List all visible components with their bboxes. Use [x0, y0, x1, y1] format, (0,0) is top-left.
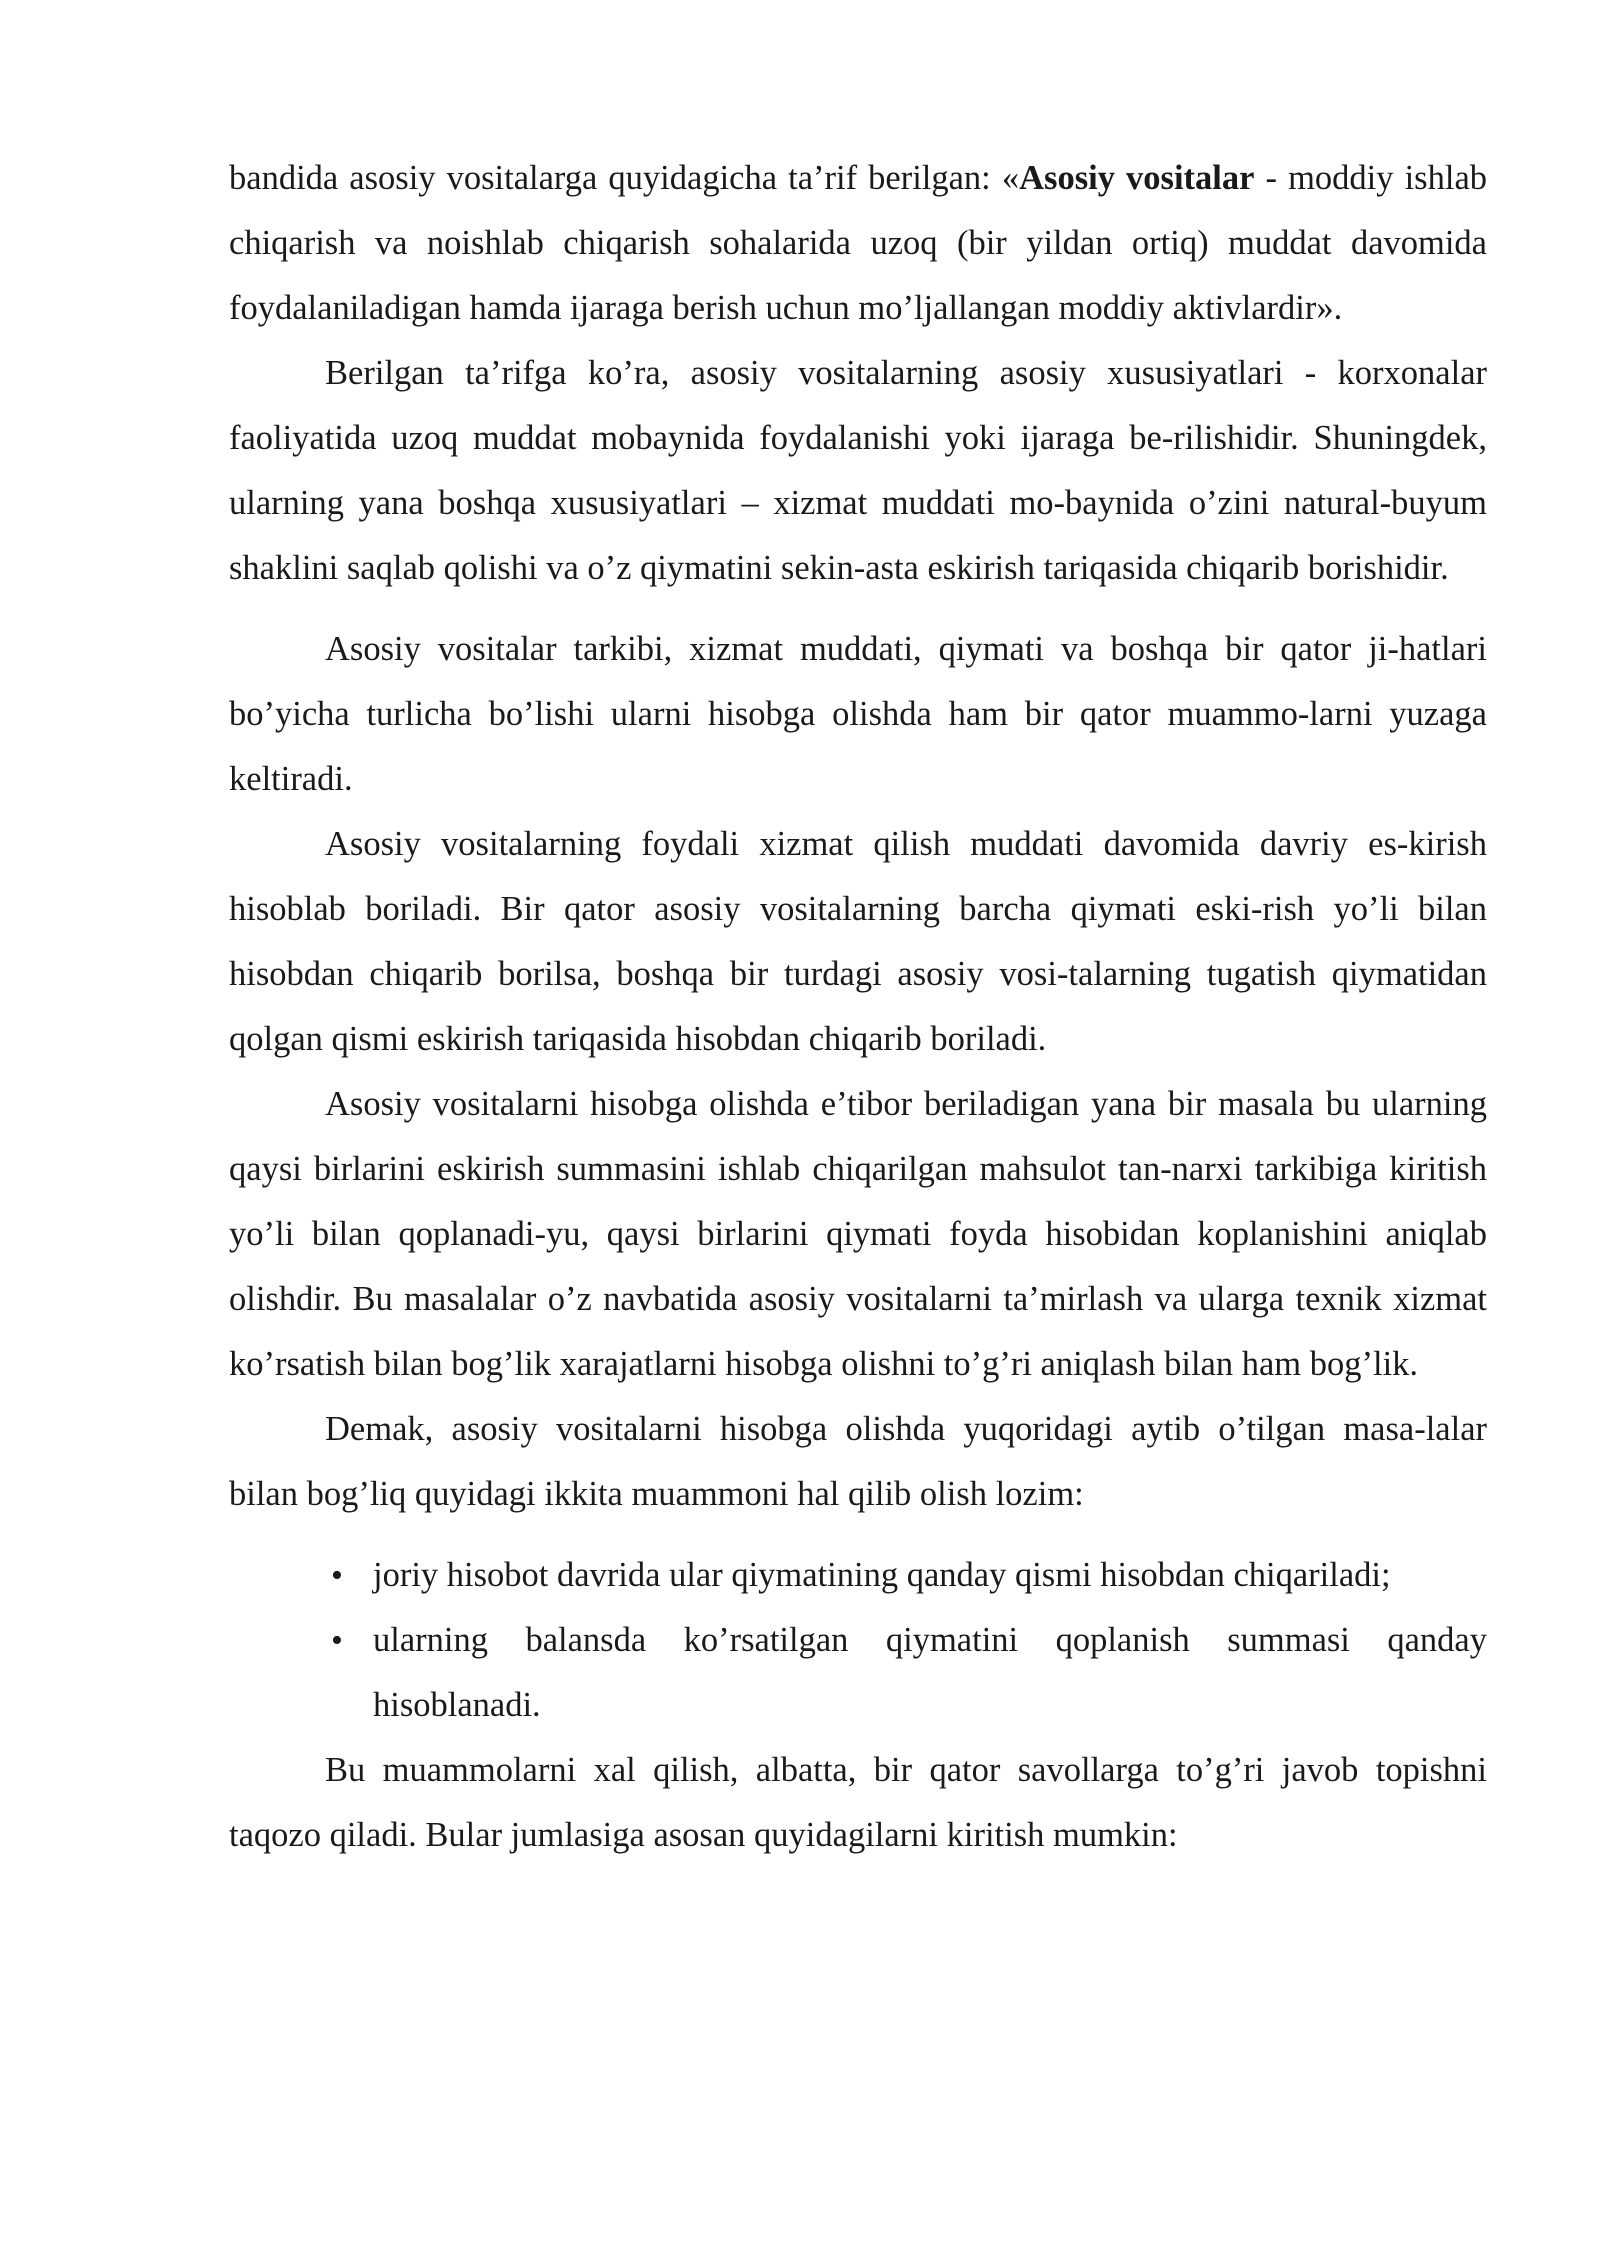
- bullet-icon: •: [331, 1557, 343, 1594]
- paragraph-definition-post: - moddiy ishlab chiqarish va noishlab chiqarish sohalarida uzoq (bir yildan ortiq) muddat davomida foydalaniladigan hamda ijaraga berish uchun mo’ljallangan moddiy aktivlardir».: [229, 159, 1488, 327]
- paragraph-closing: Bu muammolarni xal qilish, albatta, bir qator savollarga to’g’ri javob topishni taqozo qiladi. Bular jumlasiga asosan quyidagilarni kiritish mumkin:: [229, 1751, 1487, 1854]
- term-asosiy-vositalar: Asosiy vositalar: [1019, 159, 1255, 197]
- paragraph-problems-intro: Demak, asosiy vositalarni hisobga olishda yuqoridagi aytib o’tilgan masa-lalar bilan bog’liq quyidagi ikkita muammoni hal qilib olish lozim:: [229, 1410, 1487, 1513]
- problems-list: [229, 1543, 1487, 1738]
- paragraph-definition-pre: bandida asosiy vositalarga quyidagicha ta’rif berilgan: «: [229, 159, 1020, 197]
- paragraph-depreciation: Asosiy vositalarning foydali xizmat qilish muddati davomida davriy es-kirish hisoblab boriladi. Bir qator asosiy vositalarning barcha qiymati eski-rish yo’li bilan hisobdan chiqarib borilsa, boshqa bir turdagi asosiy vosi-talarning tugatish qiymatidan qolgan qismi eskirish tariqasida hisobdan chiqarib boriladi.: [229, 825, 1487, 1058]
- list-item-text: joriy hisobot davrida ular qiymatining qanday qismi hisobdan chiqariladi;: [373, 1556, 1391, 1594]
- document-body: [229, 146, 1487, 1868]
- list-item: [229, 1608, 1487, 1738]
- paragraph-accounting-issue: Asosiy vositalarni hisobga olishda e’tibor beriladigan yana bir masala bu ularning qaysi birlarini eskirish summasini ishlab chiqarilgan mahsulot tan-narxi tarkibiga kiritish yo’li bilan qoplanadi-yu, qaysi birlarini qiymati foyda hisobidan koplanishini aniqlab olishdir. Bu masalalar o’z navbatida asosiy vositalarni ta’mirlash va ularga texnik xizmat ko’rsatish bilan bog’lik xarajatlarni hisobga olishni to’g’ri aniqlash bilan ham bog’lik.: [229, 1085, 1487, 1383]
- paragraph-definition: [229, 146, 1487, 341]
- list-item-text: ularning balansda ko’rsatilgan qiymatini qoplanish summasi qanday hisoblanadi.: [373, 1621, 1487, 1724]
- list-item: [229, 1543, 1487, 1608]
- paragraph-composition: Asosiy vositalar tarkibi, xizmat muddati, qiymati va boshqa bir qator ji-hatlari bo’yicha turlicha bo’lishi ularni hisobga olishda ham bir qator muammo-larni yuzaga keltiradi.: [229, 630, 1487, 798]
- paragraph-features: Berilgan ta’rifga ko’ra, asosiy vositalarning asosiy xususiyatlari - korxonalar faoliyatida uzoq muddat mobaynida foydalanishi yoki ijaraga be-rilishidir. Shuningdek, ularning yana boshqa xususiyatlari – xizmat muddati mo-baynida o’zini natural-buyum shaklini saqlab qolishi va o’z qiymatini sekin-asta eskirish tariqasida chiqarib borishidir.: [229, 354, 1487, 587]
- bullet-icon: •: [331, 1622, 343, 1659]
